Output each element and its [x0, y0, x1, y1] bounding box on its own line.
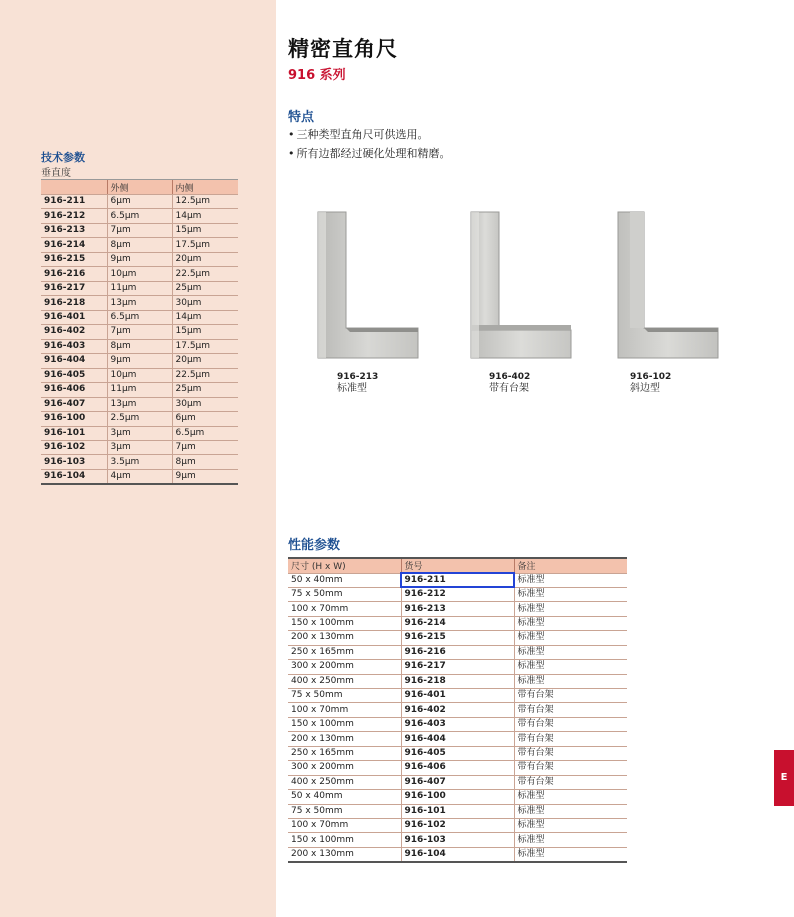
spec-row [41, 310, 238, 324]
spec-row [41, 195, 238, 209]
performance-table [288, 557, 627, 863]
spec-row [41, 252, 238, 266]
table-row [288, 775, 627, 789]
spec-row [41, 296, 238, 310]
spec-cell: 6.5µm [107, 209, 172, 223]
spec-cell: 25µm [172, 281, 238, 295]
spec-cell: 916-407 [41, 397, 107, 411]
table-cell: 标准型 [514, 645, 627, 659]
table-cell: 带有台架 [514, 746, 627, 760]
spec-cell: 916-212 [41, 209, 107, 223]
part-number-cell: 916-401 [401, 689, 514, 703]
table-row [288, 689, 627, 703]
main-content [276, 0, 794, 917]
page-title: 精密直角尺 [288, 37, 398, 61]
spec-cell: 8µm [107, 238, 172, 252]
table-cell: 200 x 130mm [288, 732, 401, 746]
table-cell: 250 x 165mm [288, 645, 401, 659]
table-cell: 75 x 50mm [288, 804, 401, 818]
part-number-cell: 916-403 [401, 717, 514, 731]
spec-header-cell [41, 180, 107, 195]
series-label: 916 系列 [288, 68, 346, 83]
table-cell: 标准型 [514, 631, 627, 645]
part-number-cell: 916-212 [401, 587, 514, 601]
spec-cell: 17.5µm [172, 238, 238, 252]
spec-row [41, 223, 238, 237]
table-cell: 标准型 [514, 674, 627, 688]
sidebar [0, 0, 276, 917]
spec-cell: 916-211 [41, 195, 107, 209]
table-cell: 150 x 100mm [288, 833, 401, 847]
spec-header-cell: 内侧 [172, 180, 238, 195]
part-number-cell: 916-405 [401, 746, 514, 760]
spec-cell: 10µm [107, 267, 172, 281]
part-number-cell: 916-101 [401, 804, 514, 818]
table-row [288, 587, 627, 601]
spec-cell: 8µm [172, 455, 238, 469]
table-cell: 100 x 70mm [288, 602, 401, 616]
product-caption [489, 371, 530, 395]
spec-cell: 916-215 [41, 252, 107, 266]
feature-item: • 所有边都经过硬化处理和精磨。 [288, 144, 451, 163]
spec-cell: 916-100 [41, 412, 107, 426]
spec-cell: 30µm [172, 296, 238, 310]
spec-cell: 22.5µm [172, 267, 238, 281]
table-cell: 200 x 130mm [288, 847, 401, 862]
spec-row [41, 469, 238, 484]
features-title: 特点 [288, 110, 315, 125]
table-row [288, 631, 627, 645]
table-cell: 标准型 [514, 616, 627, 630]
spec-cell: 916-217 [41, 281, 107, 295]
spec-cell: 8µm [107, 339, 172, 353]
spec-cell: 6.5µm [172, 426, 238, 440]
part-number-cell: 916-218 [401, 674, 514, 688]
part-number-cell: 916-216 [401, 645, 514, 659]
spec-cell: 20µm [172, 354, 238, 368]
table-row [288, 616, 627, 630]
spec-cell: 9µm [107, 252, 172, 266]
spec-cell: 2.5µm [107, 412, 172, 426]
spec-row [41, 426, 238, 440]
perf-header-cell: 货号 [401, 558, 514, 573]
table-cell: 带有台架 [514, 775, 627, 789]
square-standard-image [316, 210, 420, 360]
spec-cell: 916-214 [41, 238, 107, 252]
spec-cell: 3µm [107, 440, 172, 454]
spec-row [41, 281, 238, 295]
table-cell: 200 x 130mm [288, 631, 401, 645]
table-cell: 150 x 100mm [288, 616, 401, 630]
table-row [288, 602, 627, 616]
part-number-cell: 916-404 [401, 732, 514, 746]
table-row [288, 660, 627, 674]
spec-cell: 9µm [172, 469, 238, 484]
table-cell: 150 x 100mm [288, 717, 401, 731]
table-cell: 400 x 250mm [288, 674, 401, 688]
spec-cell: 916-213 [41, 223, 107, 237]
table-cell: 标准型 [514, 587, 627, 601]
spec-cell: 25µm [172, 383, 238, 397]
table-row [288, 645, 627, 659]
spec-cell: 22.5µm [172, 368, 238, 382]
spec-cell: 6.5µm [107, 310, 172, 324]
square-beveled-image [616, 210, 720, 360]
table-cell: 带有台架 [514, 689, 627, 703]
part-number-cell: 916-217 [401, 660, 514, 674]
performance-header-row [288, 558, 627, 573]
spec-row [41, 455, 238, 469]
table-row [288, 804, 627, 818]
feature-item: • 三种类型直角尺可供选用。 [288, 125, 451, 144]
table-row [288, 790, 627, 804]
table-row [288, 833, 627, 847]
spec-cell: 11µm [107, 383, 172, 397]
table-cell: 标准型 [514, 602, 627, 616]
table-row [288, 761, 627, 775]
spec-cell: 10µm [107, 368, 172, 382]
spec-cell: 916-406 [41, 383, 107, 397]
part-number-cell: 916-402 [401, 703, 514, 717]
table-cell: 标准型 [514, 573, 627, 587]
spec-cell: 916-102 [41, 440, 107, 454]
table-row [288, 703, 627, 717]
table-cell: 300 x 200mm [288, 660, 401, 674]
spec-cell: 6µm [107, 195, 172, 209]
spec-cell: 7µm [172, 440, 238, 454]
table-cell: 带有台架 [514, 761, 627, 775]
product-type: 带有台架 [489, 383, 529, 394]
product-code: 916-213 [337, 372, 379, 382]
spec-row [41, 339, 238, 353]
spec-cell: 916-405 [41, 368, 107, 382]
table-cell: 标准型 [514, 790, 627, 804]
features-list [288, 125, 451, 163]
table-cell: 400 x 250mm [288, 775, 401, 789]
table-cell: 75 x 50mm [288, 689, 401, 703]
spec-cell: 17.5µm [172, 339, 238, 353]
table-row [288, 818, 627, 832]
table-row [288, 732, 627, 746]
spec-cell: 14µm [172, 209, 238, 223]
part-number-cell: 916-211 [401, 573, 514, 587]
table-row [288, 746, 627, 760]
perf-header-cell: 尺寸 (H x W) [288, 558, 401, 573]
part-number-cell: 916-407 [401, 775, 514, 789]
spec-row [41, 368, 238, 382]
part-number-cell: 916-213 [401, 602, 514, 616]
spec-cell: 3.5µm [107, 455, 172, 469]
table-cell: 带有台架 [514, 732, 627, 746]
product-code: 916-402 [489, 372, 531, 382]
spec-cell: 6µm [172, 412, 238, 426]
spec-row [41, 209, 238, 223]
spec-cell: 916-218 [41, 296, 107, 310]
table-row [288, 847, 627, 862]
table-cell: 带有台架 [514, 703, 627, 717]
part-number-cell: 916-214 [401, 616, 514, 630]
spec-cell: 7µm [107, 325, 172, 339]
table-cell: 标准型 [514, 804, 627, 818]
spec-row [41, 440, 238, 454]
table-cell: 250 x 165mm [288, 746, 401, 760]
spec-cell: 916-404 [41, 354, 107, 368]
spec-cell: 916-401 [41, 310, 107, 324]
spec-cell: 3µm [107, 426, 172, 440]
table-cell: 300 x 200mm [288, 761, 401, 775]
spec-row [41, 325, 238, 339]
spec-cell: 30µm [172, 397, 238, 411]
spec-cell: 13µm [107, 296, 172, 310]
spec-row [41, 397, 238, 411]
spec-row [41, 383, 238, 397]
table-cell: 100 x 70mm [288, 818, 401, 832]
spec-cell: 7µm [107, 223, 172, 237]
part-number-cell: 916-103 [401, 833, 514, 847]
spec-cell: 916-402 [41, 325, 107, 339]
spec-cell: 916-104 [41, 469, 107, 484]
table-row [288, 573, 627, 587]
part-number-cell: 916-104 [401, 847, 514, 862]
spec-cell: 12.5µm [172, 195, 238, 209]
spec-cell: 13µm [107, 397, 172, 411]
spec-header-cell: 外侧 [107, 180, 172, 195]
section-tab[interactable]: E [774, 750, 794, 806]
table-cell: 标准型 [514, 818, 627, 832]
spec-row [41, 267, 238, 281]
table-cell: 50 x 40mm [288, 573, 401, 587]
spec-cell: 9µm [107, 354, 172, 368]
spec-row [41, 238, 238, 252]
table-cell: 100 x 70mm [288, 703, 401, 717]
spec-cell: 916-216 [41, 267, 107, 281]
perf-header-cell: 备注 [514, 558, 627, 573]
spec-row [41, 354, 238, 368]
performance-title: 性能参数 [288, 538, 341, 553]
spec-cell: 11µm [107, 281, 172, 295]
spec-table [41, 179, 238, 485]
table-row [288, 717, 627, 731]
table-cell: 带有台架 [514, 717, 627, 731]
part-number-cell: 916-215 [401, 631, 514, 645]
spec-title: 技术参数 [41, 151, 85, 164]
part-number-cell: 916-102 [401, 818, 514, 832]
part-number-cell: 916-406 [401, 761, 514, 775]
spec-header-row [41, 180, 238, 195]
table-cell: 标准型 [514, 847, 627, 862]
spec-cell: 14µm [172, 310, 238, 324]
spec-cell: 916-101 [41, 426, 107, 440]
spec-cell: 15µm [172, 223, 238, 237]
part-number-cell: 916-100 [401, 790, 514, 804]
product-caption [630, 371, 671, 395]
spec-cell: 4µm [107, 469, 172, 484]
spec-cell: 20µm [172, 252, 238, 266]
spec-row [41, 412, 238, 426]
product-type: 斜边型 [630, 383, 660, 394]
table-cell: 标准型 [514, 833, 627, 847]
spec-cell: 916-103 [41, 455, 107, 469]
product-caption [337, 371, 378, 395]
spec-subtitle: 垂直度 [41, 168, 71, 179]
square-with-base-image [469, 210, 573, 360]
product-code: 916-102 [630, 372, 672, 382]
product-type: 标准型 [337, 383, 367, 394]
table-cell: 标准型 [514, 660, 627, 674]
spec-cell: 15µm [172, 325, 238, 339]
table-row [288, 674, 627, 688]
table-cell: 50 x 40mm [288, 790, 401, 804]
spec-cell: 916-403 [41, 339, 107, 353]
table-cell: 75 x 50mm [288, 587, 401, 601]
